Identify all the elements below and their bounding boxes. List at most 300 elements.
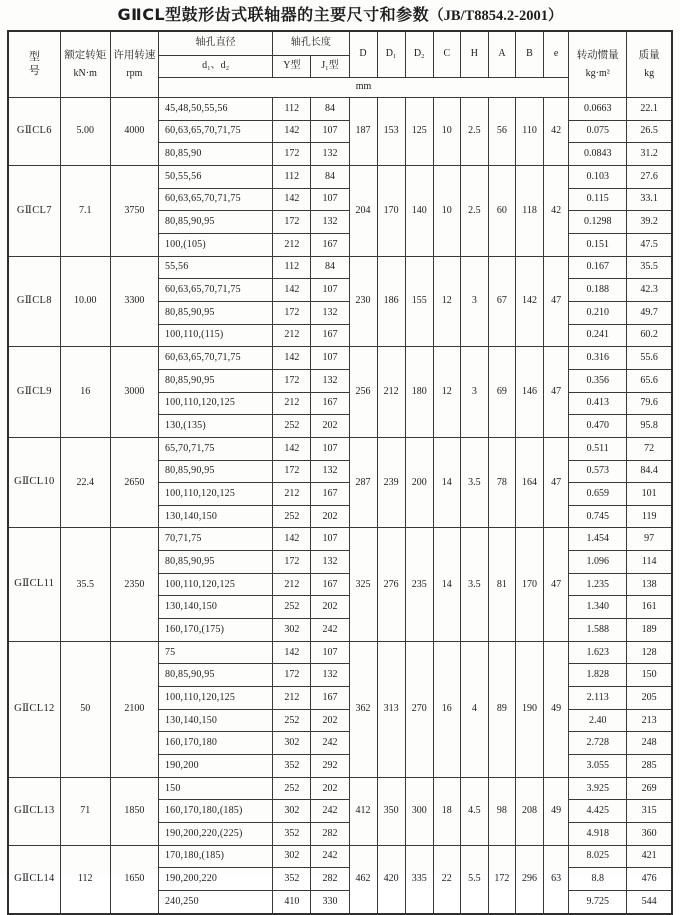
inertia-cell: 0.241 — [569, 324, 627, 347]
y-length-cell: 142 — [273, 120, 311, 143]
torque-cell: 50 — [60, 641, 110, 777]
header-mass-unit: kg — [644, 67, 655, 79]
dim-cell: 89 — [488, 641, 515, 777]
torque-cell: 7.1 — [60, 165, 110, 256]
dim-cell: 14 — [433, 528, 460, 641]
dim-cell: 47 — [544, 256, 569, 347]
j1-length-cell: 107 — [311, 188, 349, 211]
dim-cell: 49 — [544, 777, 569, 845]
dim-cell: 60 — [488, 165, 515, 256]
inertia-cell: 0.0843 — [569, 143, 627, 166]
bore-diameter-cell: 80,85,90,95 — [158, 211, 272, 234]
y-length-cell: 252 — [273, 596, 311, 619]
y-length-cell: 112 — [273, 165, 311, 188]
mass-cell: 189 — [627, 619, 672, 642]
bore-diameter-cell: 130,140,150 — [158, 709, 272, 732]
j1-length-cell: 107 — [311, 347, 349, 370]
inertia-cell: 0.167 — [569, 256, 627, 279]
bore-diameter-cell: 100,110,120,125 — [158, 392, 272, 415]
inertia-cell: 0.115 — [569, 188, 627, 211]
y-length-cell: 252 — [273, 505, 311, 528]
title-standard-number: （JB/T8854.2-2001） — [429, 8, 563, 24]
model-cell: GⅡCL11 — [8, 528, 60, 641]
y-length-cell: 212 — [273, 687, 311, 710]
bore-diameter-cell: 60,63,65,70,71,75 — [158, 188, 272, 211]
y-length-cell: 352 — [273, 823, 311, 846]
j1-length-cell: 202 — [311, 777, 349, 800]
table-row — [8, 347, 672, 370]
table-row — [8, 528, 672, 551]
inertia-cell: 0.075 — [569, 120, 627, 143]
j1-length-cell: 107 — [311, 641, 349, 664]
j1-length-cell: 132 — [311, 211, 349, 234]
j1-length-cell: 167 — [311, 687, 349, 710]
mass-cell: 79.6 — [627, 392, 672, 415]
mass-cell: 95.8 — [627, 415, 672, 438]
mass-cell: 97 — [627, 528, 672, 551]
y-length-cell: 172 — [273, 551, 311, 574]
j1-length-cell: 242 — [311, 800, 349, 823]
y-length-cell: 142 — [273, 347, 311, 370]
y-length-cell: 172 — [273, 301, 311, 324]
dim-cell: 239 — [377, 437, 405, 528]
dim-cell: 362 — [349, 641, 377, 777]
model-cell: GⅡCL14 — [8, 845, 60, 913]
j1-length-cell: 84 — [311, 165, 349, 188]
title-text: GⅡCL型鼓形齿式联轴器的主要尺寸和参数 — [117, 5, 430, 24]
header-dim-B: B — [515, 31, 543, 78]
bore-diameter-cell: 50,55,56 — [158, 165, 272, 188]
y-length-cell: 212 — [273, 573, 311, 596]
dim-cell: 81 — [488, 528, 515, 641]
y-length-cell: 172 — [273, 143, 311, 166]
header-dim-e: e — [544, 31, 569, 78]
y-length-cell: 212 — [273, 392, 311, 415]
dim-cell: 2.5 — [460, 98, 488, 166]
mass-cell: 39.2 — [627, 211, 672, 234]
y-length-cell: 302 — [273, 845, 311, 868]
j1-length-cell: 167 — [311, 324, 349, 347]
mass-cell: 119 — [627, 505, 672, 528]
bore-diameter-cell: 65,70,71,75 — [158, 437, 272, 460]
mass-cell: 84.4 — [627, 460, 672, 483]
bore-diameter-cell: 190,200,220 — [158, 868, 272, 891]
inertia-cell: 0.316 — [569, 347, 627, 370]
dim-cell: 47 — [544, 347, 569, 438]
dim-cell: 170 — [377, 165, 405, 256]
header-bore-diameter: 轴孔直径 — [158, 31, 272, 56]
j1-length-cell: 202 — [311, 505, 349, 528]
bore-diameter-cell: 150 — [158, 777, 272, 800]
y-length-cell: 410 — [273, 890, 311, 913]
dim-cell: 4 — [460, 641, 488, 777]
model-cell: GⅡCL10 — [8, 437, 60, 528]
bore-diameter-cell: 60,63,65,70,71,75 — [158, 347, 272, 370]
model-cell: GⅡCL13 — [8, 777, 60, 845]
bore-diameter-cell: 80,85,90,95 — [158, 664, 272, 687]
page-title — [0, 0, 680, 30]
dim-cell: 56 — [488, 98, 515, 166]
header-torque-label: 额定转矩 — [64, 49, 107, 61]
inertia-cell: 4.425 — [569, 800, 627, 823]
model-cell: GⅡCL8 — [8, 256, 60, 347]
bore-diameter-cell: 80,85,90,95 — [158, 460, 272, 483]
mass-cell: 72 — [627, 437, 672, 460]
y-length-cell: 142 — [273, 279, 311, 302]
header-inertia-label: 转动惯量 — [576, 49, 619, 61]
table-row — [8, 777, 672, 800]
dim-cell: 3 — [460, 256, 488, 347]
dim-cell: 325 — [349, 528, 377, 641]
mass-cell: 476 — [627, 868, 672, 891]
header-dim-A: A — [488, 31, 515, 78]
mass-cell: 248 — [627, 732, 672, 755]
header-inertia — [569, 31, 627, 98]
inertia-cell: 1.340 — [569, 596, 627, 619]
dim-cell: 110 — [515, 98, 543, 166]
speed-cell: 2650 — [110, 437, 158, 528]
dim-cell: 67 — [488, 256, 515, 347]
table-row — [8, 98, 672, 121]
mass-cell: 544 — [627, 890, 672, 913]
y-length-cell: 212 — [273, 324, 311, 347]
bore-diameter-cell: 100,110,120,125 — [158, 687, 272, 710]
dim-cell: 98 — [488, 777, 515, 845]
y-length-cell: 352 — [273, 868, 311, 891]
j1-length-cell: 282 — [311, 868, 349, 891]
bore-diameter-cell: 190,200 — [158, 755, 272, 778]
model-cell: GⅡCL6 — [8, 98, 60, 166]
header-mass-label: 质量 — [638, 49, 660, 61]
dim-cell: 78 — [488, 437, 515, 528]
y-length-cell: 142 — [273, 188, 311, 211]
header-model-label: 型号 — [28, 51, 40, 78]
mass-cell: 285 — [627, 755, 672, 778]
j1-length-cell: 167 — [311, 392, 349, 415]
mass-cell: 315 — [627, 800, 672, 823]
dim-cell: 4.5 — [460, 777, 488, 845]
j1-length-cell: 282 — [311, 823, 349, 846]
mass-cell: 22.1 — [627, 98, 672, 121]
j1-length-cell: 202 — [311, 596, 349, 619]
y-length-cell: 212 — [273, 483, 311, 506]
inertia-cell: 1.828 — [569, 664, 627, 687]
y-length-cell: 212 — [273, 233, 311, 256]
mass-cell: 65.6 — [627, 369, 672, 392]
j1-length-cell: 107 — [311, 437, 349, 460]
bore-diameter-cell: 60,63,65,70,71,75 — [158, 279, 272, 302]
torque-cell: 35.5 — [60, 528, 110, 641]
j1-length-cell: 132 — [311, 664, 349, 687]
inertia-cell: 3.925 — [569, 777, 627, 800]
j1-length-cell: 132 — [311, 551, 349, 574]
j1-length-cell: 107 — [311, 279, 349, 302]
inertia-cell: 0.151 — [569, 233, 627, 256]
inertia-cell: 0.573 — [569, 460, 627, 483]
dim-cell: 153 — [377, 98, 405, 166]
dim-cell: 335 — [405, 845, 433, 913]
y-length-cell: 302 — [273, 800, 311, 823]
model-cell: GⅡCL9 — [8, 347, 60, 438]
bore-diameter-cell: 100,110,120,125 — [158, 483, 272, 506]
bore-diameter-cell: 80,85,90,95 — [158, 551, 272, 574]
table-row — [8, 641, 672, 664]
dim-cell: 187 — [349, 98, 377, 166]
torque-cell: 16 — [60, 347, 110, 438]
dim-cell: 287 — [349, 437, 377, 528]
torque-cell: 112 — [60, 845, 110, 913]
inertia-cell: 0.356 — [569, 369, 627, 392]
header-d1-d2: d₁、d₂ — [158, 56, 272, 78]
bore-diameter-cell: 130,(135) — [158, 415, 272, 438]
dim-cell: 212 — [377, 347, 405, 438]
j1-length-cell: 132 — [311, 301, 349, 324]
bore-diameter-cell: 100,(105) — [158, 233, 272, 256]
dim-cell: 63 — [544, 845, 569, 913]
y-length-cell: 142 — [273, 528, 311, 551]
inertia-cell: 1.623 — [569, 641, 627, 664]
bore-diameter-cell: 100,110,(115) — [158, 324, 272, 347]
j1-length-cell: 167 — [311, 573, 349, 596]
j1-length-cell: 242 — [311, 732, 349, 755]
y-length-cell: 112 — [273, 98, 311, 121]
dim-cell: 170 — [515, 528, 543, 641]
header-dim-C: C — [433, 31, 460, 78]
table-header — [8, 31, 672, 98]
dim-cell: 3 — [460, 347, 488, 438]
mass-cell: 269 — [627, 777, 672, 800]
mass-cell: 150 — [627, 664, 672, 687]
dim-cell: 3.5 — [460, 437, 488, 528]
bore-diameter-cell: 60,63,65,70,71,75 — [158, 120, 272, 143]
y-length-cell: 142 — [273, 641, 311, 664]
inertia-cell: 3.055 — [569, 755, 627, 778]
dim-cell: 313 — [377, 641, 405, 777]
dim-cell: 420 — [377, 845, 405, 913]
dim-cell: 12 — [433, 347, 460, 438]
inertia-cell: 0.1298 — [569, 211, 627, 234]
inertia-cell: 2.728 — [569, 732, 627, 755]
bore-diameter-cell: 170,180,(185) — [158, 845, 272, 868]
dim-cell: 18 — [433, 777, 460, 845]
j1-length-cell: 107 — [311, 528, 349, 551]
mass-cell: 138 — [627, 573, 672, 596]
header-j1-type: J₁型 — [311, 56, 349, 78]
header-mass — [627, 31, 672, 98]
dim-cell: 204 — [349, 165, 377, 256]
dim-cell: 256 — [349, 347, 377, 438]
bore-diameter-cell: 130,140,150 — [158, 505, 272, 528]
header-row-1 — [8, 31, 672, 56]
mass-cell: 26.5 — [627, 120, 672, 143]
dim-cell: 276 — [377, 528, 405, 641]
dim-cell: 208 — [515, 777, 543, 845]
model-cell: GⅡCL12 — [8, 641, 60, 777]
header-dim-D2: D₂ — [405, 31, 433, 78]
speed-cell: 2100 — [110, 641, 158, 777]
inertia-cell: 2.40 — [569, 709, 627, 732]
j1-length-cell: 330 — [311, 890, 349, 913]
mass-cell: 55.6 — [627, 347, 672, 370]
dim-cell: 12 — [433, 256, 460, 347]
header-dim-D1: D₁ — [377, 31, 405, 78]
mass-cell: 128 — [627, 641, 672, 664]
inertia-cell: 2.113 — [569, 687, 627, 710]
inertia-cell: 0.745 — [569, 505, 627, 528]
j1-length-cell: 132 — [311, 143, 349, 166]
dim-cell: 3.5 — [460, 528, 488, 641]
j1-length-cell: 167 — [311, 233, 349, 256]
inertia-cell: 0.511 — [569, 437, 627, 460]
y-length-cell: 252 — [273, 709, 311, 732]
j1-length-cell: 242 — [311, 845, 349, 868]
dim-cell: 270 — [405, 641, 433, 777]
torque-cell: 71 — [60, 777, 110, 845]
y-length-cell: 112 — [273, 256, 311, 279]
table-row — [8, 845, 672, 868]
header-speed — [110, 31, 158, 98]
inertia-cell: 1.588 — [569, 619, 627, 642]
dim-cell: 300 — [405, 777, 433, 845]
mass-cell: 205 — [627, 687, 672, 710]
mass-cell: 101 — [627, 483, 672, 506]
dim-cell: 42 — [544, 98, 569, 166]
dim-cell: 296 — [515, 845, 543, 913]
speed-cell: 3300 — [110, 256, 158, 347]
bore-diameter-cell: 160,170,(175) — [158, 619, 272, 642]
bore-diameter-cell: 70,71,75 — [158, 528, 272, 551]
dim-cell: 164 — [515, 437, 543, 528]
dim-cell: 230 — [349, 256, 377, 347]
dim-cell: 190 — [515, 641, 543, 777]
dim-cell: 14 — [433, 437, 460, 528]
mass-cell: 60.2 — [627, 324, 672, 347]
dim-cell: 22 — [433, 845, 460, 913]
y-length-cell: 142 — [273, 437, 311, 460]
dim-cell: 10 — [433, 98, 460, 166]
j1-length-cell: 292 — [311, 755, 349, 778]
speed-cell: 3750 — [110, 165, 158, 256]
bore-diameter-cell: 55,56 — [158, 256, 272, 279]
inertia-cell: 8.8 — [569, 868, 627, 891]
bore-diameter-cell: 80,85,90,95 — [158, 369, 272, 392]
inertia-cell: 0.188 — [569, 279, 627, 302]
j1-length-cell: 132 — [311, 369, 349, 392]
header-speed-unit: rpm — [126, 67, 143, 79]
inertia-cell: 0.0663 — [569, 98, 627, 121]
bore-diameter-cell: 80,85,90 — [158, 143, 272, 166]
header-torque — [60, 31, 110, 98]
header-inertia-unit: kg·m² — [585, 67, 610, 79]
dim-cell: 42 — [544, 165, 569, 256]
dim-cell: 140 — [405, 165, 433, 256]
dimensions-table — [7, 30, 673, 915]
header-speed-label: 许用转速 — [113, 49, 156, 61]
mass-cell: 49.7 — [627, 301, 672, 324]
inertia-cell: 1.235 — [569, 573, 627, 596]
header-y-type: Y型 — [273, 56, 311, 78]
dim-cell: 5.5 — [460, 845, 488, 913]
speed-cell: 1650 — [110, 845, 158, 913]
bore-diameter-cell: 80,85,90,95 — [158, 301, 272, 324]
inertia-cell: 1.096 — [569, 551, 627, 574]
j1-length-cell: 84 — [311, 98, 349, 121]
speed-cell: 3000 — [110, 347, 158, 438]
mass-cell: 161 — [627, 596, 672, 619]
mass-cell: 31.2 — [627, 143, 672, 166]
torque-cell: 10.00 — [60, 256, 110, 347]
table-row — [8, 165, 672, 188]
mass-cell: 33.1 — [627, 188, 672, 211]
inertia-cell: 0.413 — [569, 392, 627, 415]
bore-diameter-cell: 240,250 — [158, 890, 272, 913]
header-torque-unit: kN·m — [73, 67, 97, 79]
j1-length-cell: 202 — [311, 415, 349, 438]
bore-diameter-cell: 75 — [158, 641, 272, 664]
mass-cell: 213 — [627, 709, 672, 732]
mass-cell: 421 — [627, 845, 672, 868]
torque-cell: 5.00 — [60, 98, 110, 166]
speed-cell: 2350 — [110, 528, 158, 641]
j1-length-cell: 242 — [311, 619, 349, 642]
dim-cell: 155 — [405, 256, 433, 347]
y-length-cell: 172 — [273, 211, 311, 234]
dim-cell: 146 — [515, 347, 543, 438]
j1-length-cell: 132 — [311, 460, 349, 483]
dim-cell: 462 — [349, 845, 377, 913]
bore-diameter-cell: 190,200,220,(225) — [158, 823, 272, 846]
dim-cell: 350 — [377, 777, 405, 845]
bore-diameter-cell: 160,170,180,(185) — [158, 800, 272, 823]
inertia-cell: 0.210 — [569, 301, 627, 324]
y-length-cell: 172 — [273, 460, 311, 483]
dim-cell: 125 — [405, 98, 433, 166]
dim-cell: 10 — [433, 165, 460, 256]
bore-diameter-cell: 100,110,120,125 — [158, 573, 272, 596]
table-row — [8, 256, 672, 279]
model-cell: GⅡCL7 — [8, 165, 60, 256]
inertia-cell: 8.025 — [569, 845, 627, 868]
y-length-cell: 352 — [273, 755, 311, 778]
inertia-cell: 0.103 — [569, 165, 627, 188]
j1-length-cell: 202 — [311, 709, 349, 732]
inertia-cell: 1.454 — [569, 528, 627, 551]
header-bore-length: 轴孔长度 — [273, 31, 349, 56]
bore-diameter-cell: 45,48,50,55,56 — [158, 98, 272, 121]
mass-cell: 360 — [627, 823, 672, 846]
dim-cell: 142 — [515, 256, 543, 347]
header-model — [8, 31, 60, 98]
header-dim-H: H — [460, 31, 488, 78]
mass-cell: 42.3 — [627, 279, 672, 302]
dim-cell: 200 — [405, 437, 433, 528]
dim-cell: 412 — [349, 777, 377, 845]
j1-length-cell: 167 — [311, 483, 349, 506]
dim-cell: 172 — [488, 845, 515, 913]
dim-cell: 49 — [544, 641, 569, 777]
dim-cell: 69 — [488, 347, 515, 438]
inertia-cell: 0.470 — [569, 415, 627, 438]
table-body — [8, 98, 672, 914]
j1-length-cell: 107 — [311, 120, 349, 143]
y-length-cell: 302 — [273, 619, 311, 642]
dim-cell: 118 — [515, 165, 543, 256]
speed-cell: 4000 — [110, 98, 158, 166]
bore-diameter-cell: 130,140,150 — [158, 596, 272, 619]
dim-cell: 47 — [544, 437, 569, 528]
inertia-cell: 0.659 — [569, 483, 627, 506]
header-mm-unit: mm — [158, 78, 568, 98]
